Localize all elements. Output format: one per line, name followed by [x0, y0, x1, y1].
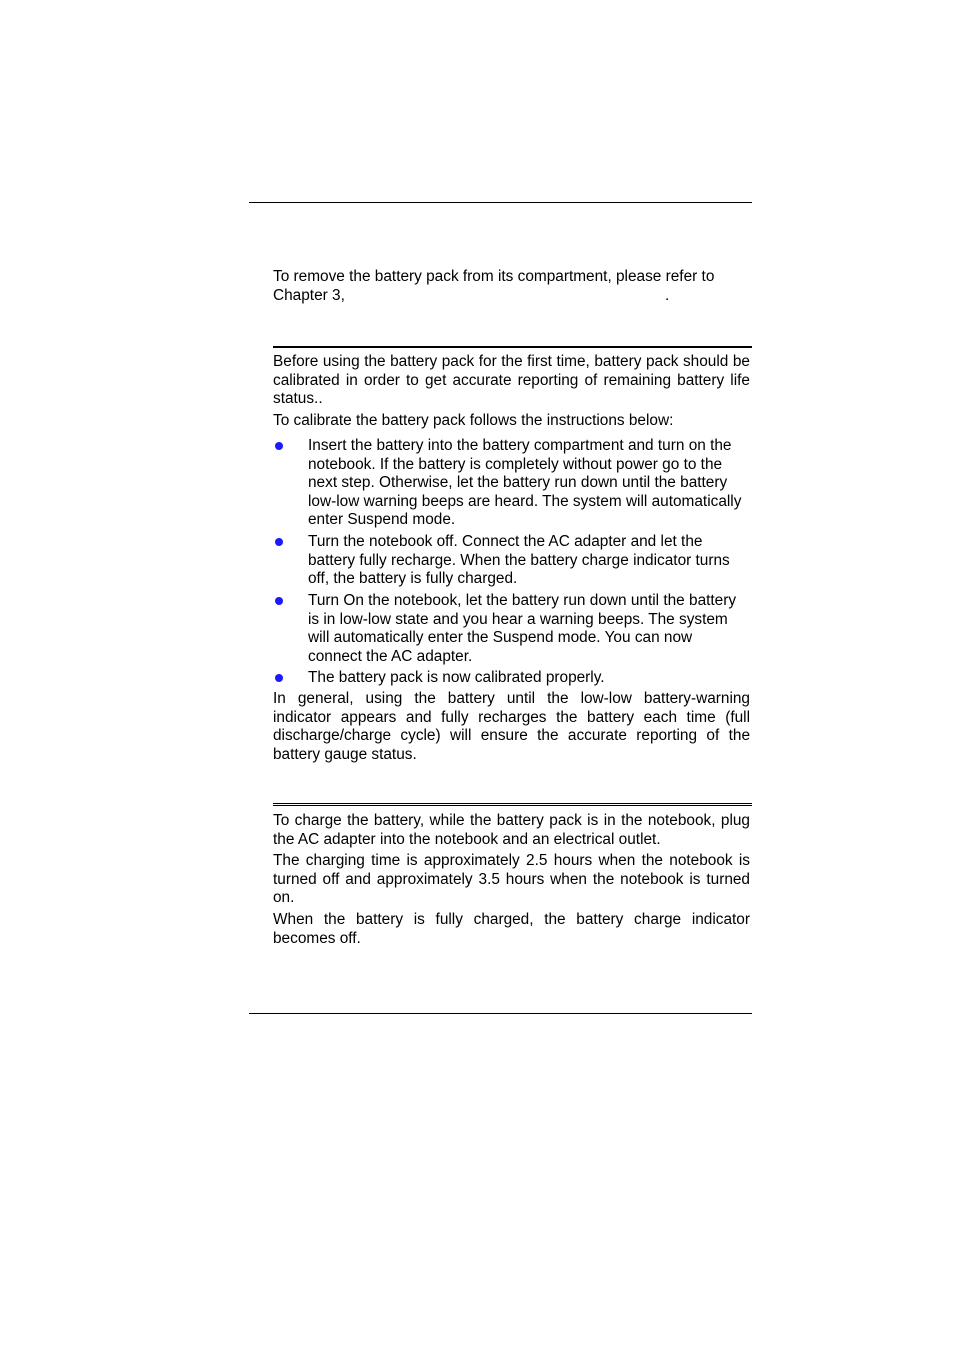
list-item-text: The battery pack is now calibrated properly.: [308, 669, 605, 686]
remove-text-line2: [273, 287, 750, 306]
remove-text-period: .: [665, 287, 670, 304]
bullet-icon: [275, 442, 283, 450]
charge-text-2: The charging time is approximately 2.5 hours when the notebook is turned off and approximately 3.5 hours when the notebook is turned on.: [273, 852, 750, 907]
section-rule-charge: [273, 803, 752, 806]
section-rule-calibrate: [273, 346, 752, 348]
remove-text-line1: To remove the battery pack from its compartment, please refer to: [273, 268, 715, 285]
list-item-text: Turn On the notebook, let the battery run down until the battery is in low-low state and you hear a warning beeps. The system will automatically enter the Suspend mode. You can now connect the AC adapter.: [308, 592, 737, 665]
charge-text-1: To charge the battery, while the battery pack is in the notebook, plug the AC adapter into the notebook and an electrical outlet.: [273, 812, 750, 848]
calibrate-lead: To calibrate the battery pack follows the instructions below:: [273, 412, 674, 429]
page-footer-rule: [249, 1013, 752, 1014]
charge-text-3: When the battery is fully charged, the battery charge indicator becomes off.: [273, 911, 750, 947]
list-item-text: Insert the battery into the battery compartment and turn on the notebook. If the battery is completely without power go to the next step. Otherwise, let the battery run down until the battery low-low warning beeps are heard. The system will automatically enter Suspend mode.: [308, 437, 742, 529]
bullet-icon: [275, 674, 283, 682]
chapter-reference: Chapter 3,: [273, 287, 345, 304]
calibrate-intro: Before using the battery pack for the first time, battery pack should be calibrated in order to get accurate reporting of remaining battery life status..: [273, 353, 750, 408]
bullet-icon: [275, 597, 283, 605]
page-header-rule: [249, 202, 752, 203]
list-item-text: Turn the notebook off. Connect the AC adapter and let the battery fully recharge. When the battery charge indicator turns off, the battery is fully charged.: [308, 533, 730, 588]
bullet-icon: [275, 538, 283, 546]
calibrate-closing: In general, using the battery until the low-low battery-warning indicator appears and fully recharges the battery each time (full discharge/charge cycle) will ensure the accurate reporting of the battery gauge status.: [273, 690, 750, 763]
